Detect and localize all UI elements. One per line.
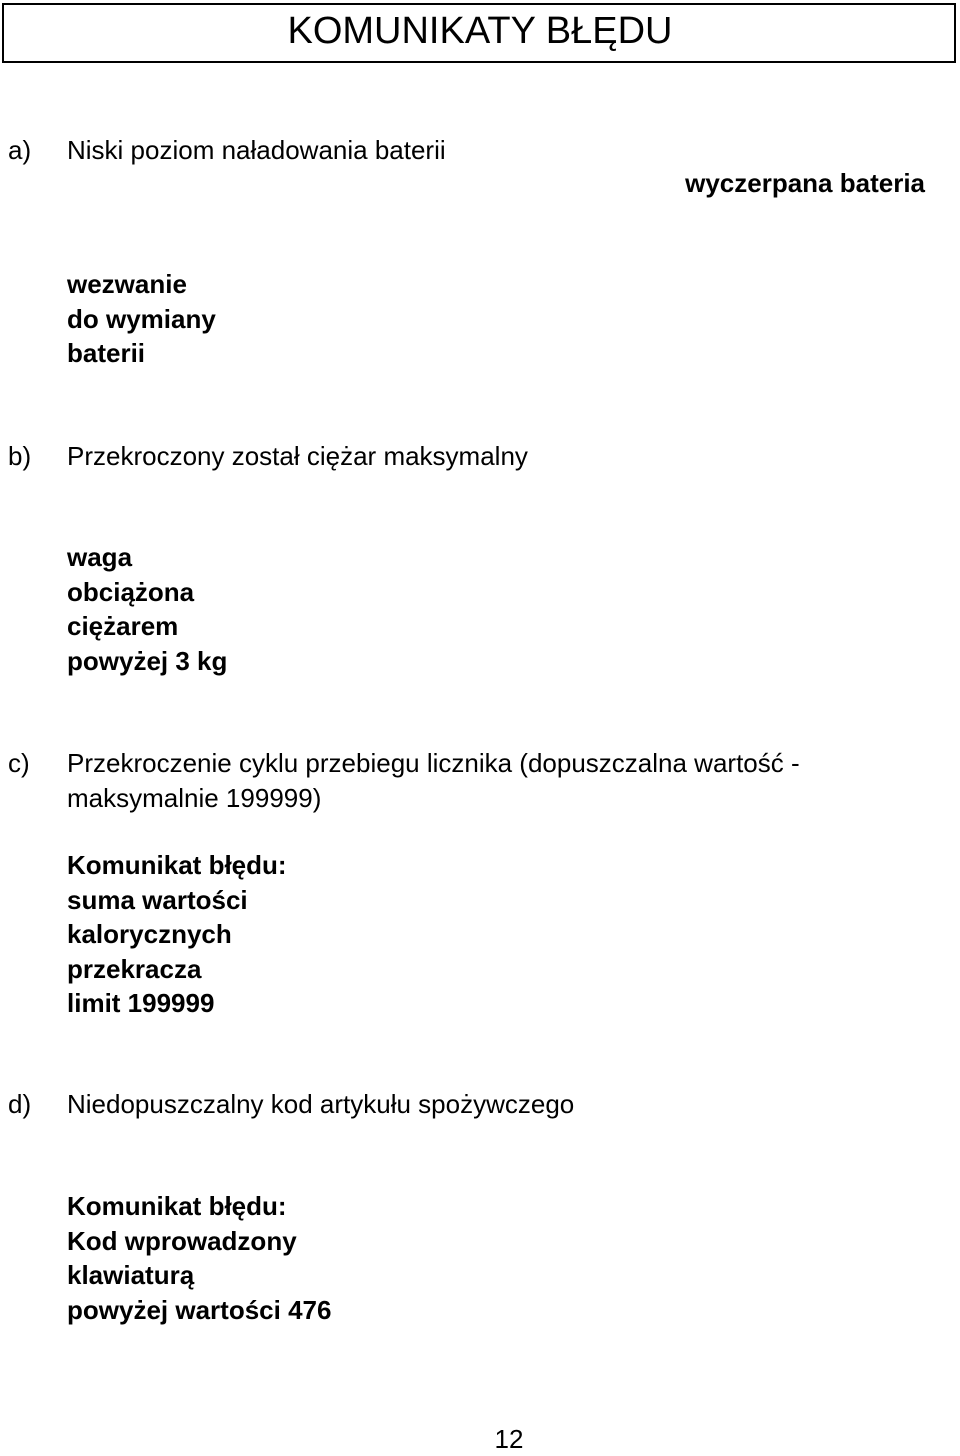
item-b-letter: b) [8,441,32,471]
item-b-message-line: waga [67,542,133,572]
item-a-message-line: do wymiany [67,303,216,334]
item-a-message-line: baterii [67,338,146,368]
item-a-message [67,267,216,371]
page-number: 12 [494,1424,524,1454]
item-a-note: wyczerpana bateria [685,168,925,198]
item-b-message-line: obciążona [67,576,195,607]
item-d-message-line: klawiaturą [67,1260,195,1290]
item-c-message-line: kalorycznych [67,919,232,949]
item-a-letter: a) [8,135,32,165]
item-d-message [67,1189,331,1327]
item-d-text: Niedopuszczalny kod artykułu spożywczego [67,1089,575,1119]
item-a-text: Niski poziom naładowania baterii [67,135,446,165]
page-title [0,8,960,54]
item-c-message-line: Komunikat błędu: [67,850,287,880]
item-d-letter: d) [8,1089,32,1119]
item-c-letter: c) [8,748,30,778]
item-c-message-line: suma wartości [67,884,248,915]
item-c-message [67,848,287,1021]
item-c-message-line: przekracza [67,953,202,984]
item-d-message-line: Kod wprowadzony [67,1225,297,1256]
item-d-message-line: powyżej wartości 476 [67,1294,332,1325]
page-title-text: KOMUNIKATY BŁĘDU [287,10,673,52]
item-b-message [67,540,227,678]
item-b-message-line: powyżej 3 kg [67,645,228,676]
item-b-text: Przekroczony został ciężar maksymalny [67,441,528,471]
item-b-message-line: ciężarem [67,611,179,641]
item-c-text-line-2: maksymalnie 199999) [67,783,322,813]
item-c-text-line-1: Przekroczenie cyklu przebiegu licznika (dopuszczalna wartość - [67,748,800,778]
item-d-message-line: Komunikat błędu: [67,1191,287,1221]
item-a-message-line: wezwanie [67,269,187,299]
item-c-message-line: limit 199999 [67,988,215,1018]
